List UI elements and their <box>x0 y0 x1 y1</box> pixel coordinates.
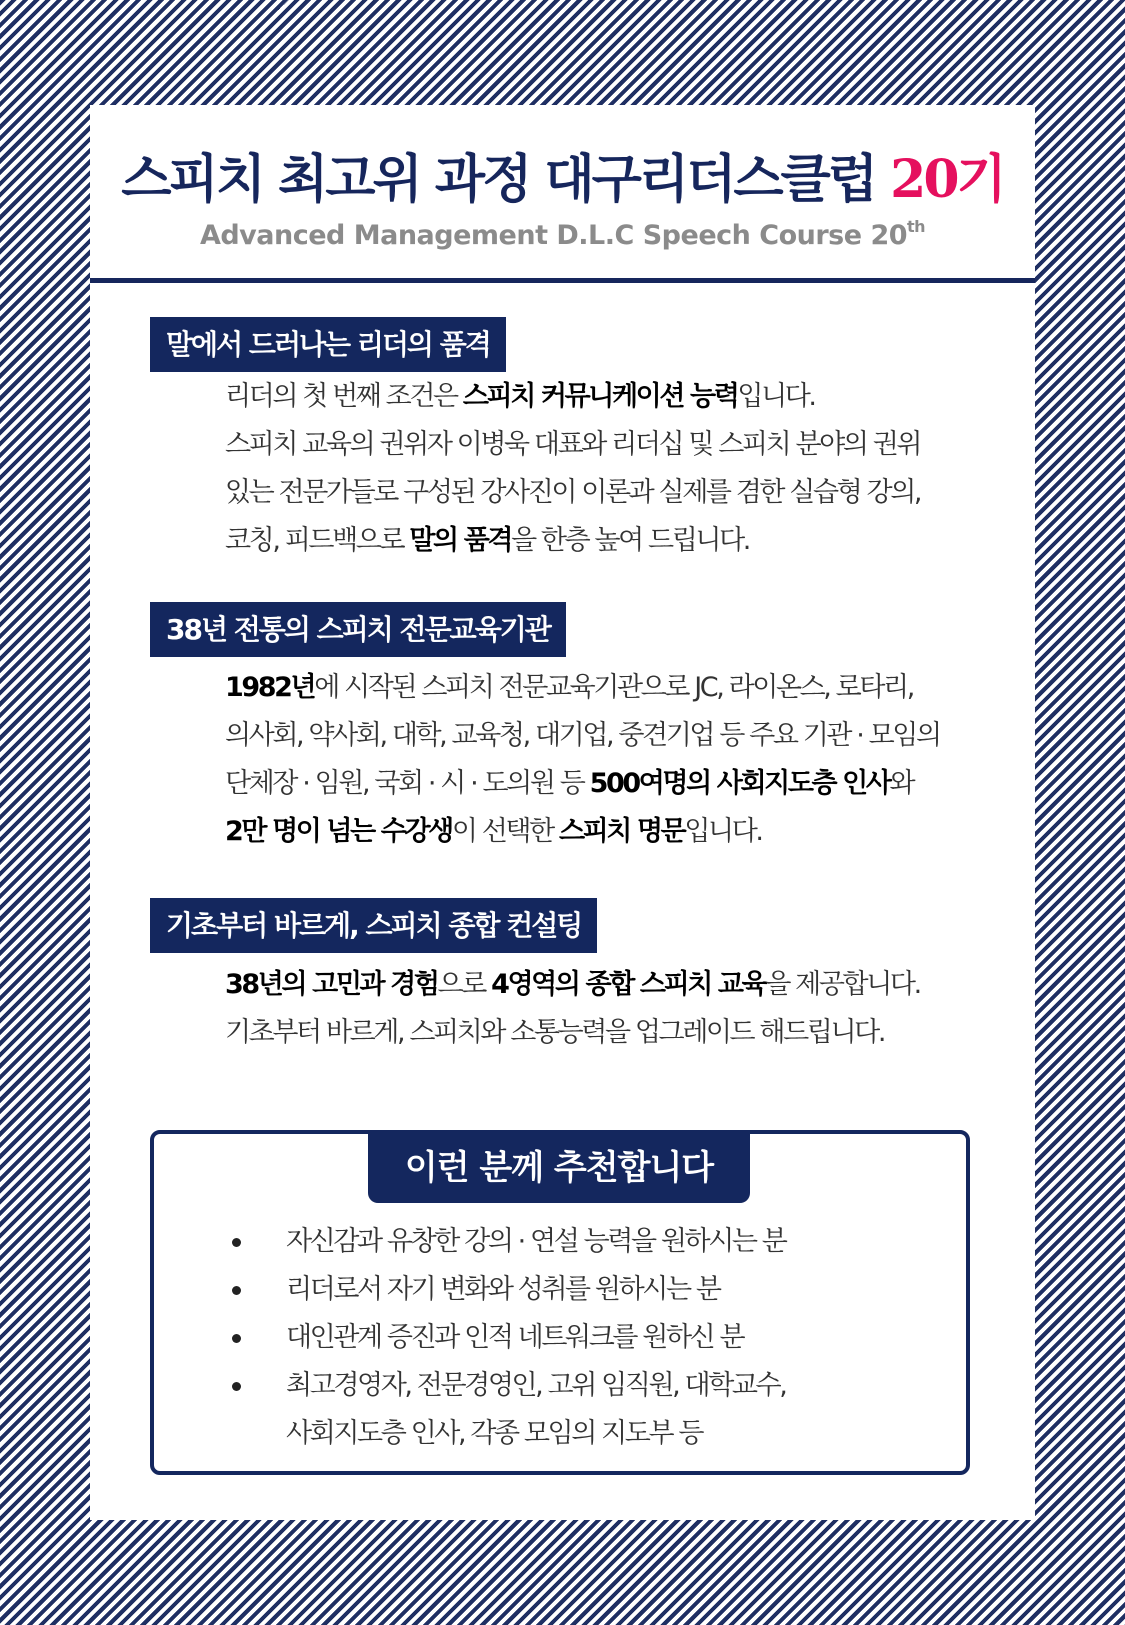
emphasis-text: 스피치 명문 <box>558 816 685 847</box>
page-subtitle-sup: th <box>907 217 926 236</box>
page-subtitle <box>90 217 1035 251</box>
body-text-segment: 을 제공합니다. <box>765 969 920 1000</box>
bullet-icon <box>232 1334 241 1343</box>
section-3-line <box>225 1009 1025 1057</box>
section-2-line <box>225 712 1025 760</box>
body-text-segment: 있는 전문가들로 구성된 강사진이 이론과 실제를 겸한 실습형 강의, <box>225 477 921 508</box>
recommend-item-text: 최고경영자, 전문경영인, 고위 임직원, 대학교수, <box>286 1370 786 1401</box>
section-heading-3: 기초부터 바르게, 스피치 종합 컨설팅 <box>150 898 597 953</box>
body-text-segment: 단체장 · 임원, 국회 · 시 · 도의원 등 <box>225 768 590 799</box>
body-text-segment: 으로 <box>437 969 492 1000</box>
recommend-item-text: 대인관계 증진과 인적 네트워크를 원하신 분 <box>286 1322 744 1353</box>
section-heading-2: 38년 전통의 스피치 전문교육기관 <box>150 602 566 657</box>
body-text-segment: 입니다. <box>737 381 815 412</box>
page-title-main: 스피치 최고위 과정 대구리더스클럽 <box>121 149 891 210</box>
recommend-item <box>232 1218 785 1266</box>
bullet-icon <box>232 1382 241 1391</box>
content-card <box>90 105 1035 1520</box>
recommend-title: 이런 분께 추천합니다 <box>368 1134 750 1203</box>
title-divider <box>90 278 1035 283</box>
emphasis-text: 4영역의 종합 스피치 교육 <box>491 969 766 1000</box>
recommend-item-text: 리더로서 자기 변화와 성취를 원하시는 분 <box>286 1274 720 1305</box>
page-title <box>90 147 1035 213</box>
section-1-line <box>225 469 1025 517</box>
emphasis-text: 스피치 커뮤니케이션 능력 <box>462 381 738 412</box>
section-2-line <box>225 808 1025 856</box>
section-heading-1: 말에서 드러나는 리더의 품격 <box>150 317 506 372</box>
recommend-item-continued <box>232 1410 785 1458</box>
recommend-box <box>150 1130 970 1475</box>
emphasis-text: 2만 명이 넘는 수강생 <box>225 816 452 847</box>
body-text-segment: 스피치 교육의 권위자 이병욱 대표와 리더십 및 스피치 분야의 권위 <box>225 429 921 460</box>
body-text-segment: 에 시작된 스피치 전문교육기관으로 JC, 라이온스, 로타리, <box>314 672 913 703</box>
page-title-accent: 20기 <box>890 149 1004 210</box>
body-text-segment: 리더의 첫 번째 조건은 <box>225 381 463 412</box>
section-3-line <box>225 961 1025 1009</box>
body-text-segment: 의사회, 약사회, 대학, 교육청, 대기업, 중견기업 등 주요 기관 · 모임의 <box>225 720 940 751</box>
emphasis-text: 500여명의 사회지도층 인사 <box>589 768 890 799</box>
recommend-item-text: 자신감과 유창한 강의 · 연설 능력을 원하시는 분 <box>286 1226 786 1257</box>
body-text-segment: 을 한층 높여 드립니다. <box>511 525 749 556</box>
recommend-item <box>232 1362 785 1410</box>
recommend-list <box>232 1218 785 1458</box>
body-text-segment: 기초부터 바르게, 스피치와 소통능력을 업그레이드 해드립니다. <box>225 1017 885 1048</box>
bullet-icon <box>232 1286 241 1295</box>
recommend-item <box>232 1314 785 1362</box>
section-2-line <box>225 760 1025 808</box>
body-text-segment: 이 선택한 <box>451 816 559 847</box>
recommend-item <box>232 1266 785 1314</box>
body-text-segment: 와 <box>889 768 914 799</box>
section-2-line <box>225 664 1025 712</box>
body-text-segment: 입니다. <box>684 816 762 847</box>
bullet-icon <box>232 1238 241 1247</box>
recommend-item-text: 사회지도층 인사, 각종 모임의 지도부 등 <box>286 1418 703 1449</box>
section-body-1 <box>225 373 1025 565</box>
section-body-3 <box>225 961 1025 1057</box>
emphasis-text: 말의 품격 <box>409 525 512 556</box>
section-1-line <box>225 517 1025 565</box>
body-text-segment: 코칭, 피드백으로 <box>225 525 410 556</box>
section-body-2 <box>225 664 1025 856</box>
section-1-line <box>225 373 1025 421</box>
page-subtitle-text: Advanced Management D.L.C Speech Course 20 <box>199 220 908 251</box>
section-1-line <box>225 421 1025 469</box>
emphasis-text: 1982년 <box>225 672 315 703</box>
emphasis-text: 38년의 고민과 경험 <box>225 969 438 1000</box>
title-area <box>90 105 1035 251</box>
